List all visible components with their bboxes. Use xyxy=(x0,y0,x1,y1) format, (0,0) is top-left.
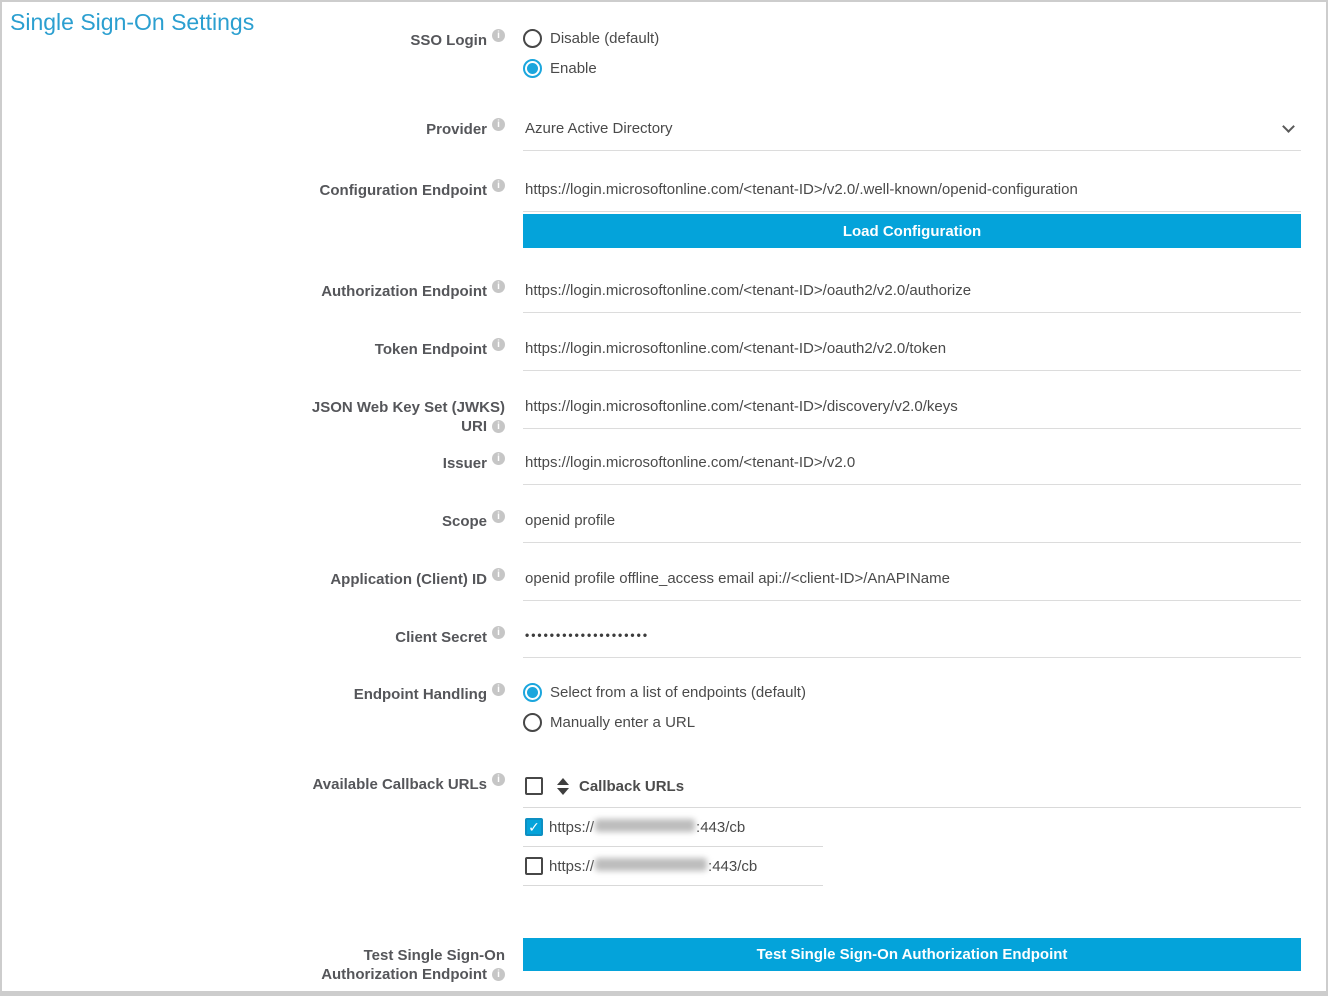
radio-icon[interactable] xyxy=(523,59,542,78)
authorization-endpoint-label-wrap xyxy=(2,280,505,301)
row-token-endpoint xyxy=(2,338,1326,371)
callback-url-text: https:// :443/cb xyxy=(549,857,758,875)
info-icon[interactable] xyxy=(492,968,505,981)
token-endpoint-label-wrap xyxy=(2,338,505,359)
callback-url-row[interactable] xyxy=(523,847,823,886)
row-endpoint-handling xyxy=(2,683,1326,743)
sso-login-option-enable[interactable] xyxy=(523,59,1301,78)
info-icon[interactable] xyxy=(492,626,505,639)
sso-login-label: SSO Login xyxy=(410,32,487,49)
row-provider xyxy=(2,118,1326,151)
row-sso-login xyxy=(2,29,1326,89)
page-title: Single Sign-On Settings xyxy=(10,9,255,35)
select-all-checkbox[interactable] xyxy=(525,777,543,795)
provider-label-wrap xyxy=(2,118,505,139)
row-configuration-endpoint xyxy=(2,179,1326,248)
test-sso-label-wrap xyxy=(2,938,505,984)
redacted-ip xyxy=(595,819,695,832)
application-client-id-label-wrap xyxy=(2,568,505,589)
callback-url-text: https:// :443/cb xyxy=(549,818,746,836)
jwks-uri-label-line1: JSON Web Key Set (JWKS) xyxy=(311,399,505,416)
row-application-client-id xyxy=(2,568,1326,601)
configuration-endpoint-label: Configuration Endpoint xyxy=(319,182,487,199)
callback-urls-table xyxy=(523,773,1301,886)
info-icon[interactable] xyxy=(492,420,505,433)
radio-icon[interactable] xyxy=(523,683,542,702)
endpoint-handling-option-manual[interactable] xyxy=(523,713,1301,732)
scope-input[interactable] xyxy=(523,510,1301,543)
endpoint-handling-label: Endpoint Handling xyxy=(353,686,487,703)
callback-urls-column-header: Callback URLs xyxy=(579,777,685,795)
redacted-ip xyxy=(595,858,707,871)
authorization-endpoint-label: Authorization Endpoint xyxy=(321,283,487,300)
test-sso-label-line2: Authorization Endpoint xyxy=(321,966,487,983)
info-icon[interactable] xyxy=(492,568,505,581)
authorization-endpoint-input[interactable] xyxy=(523,280,1301,313)
row-issuer xyxy=(2,452,1326,485)
row-scope xyxy=(2,510,1326,543)
load-configuration-button[interactable]: Load Configuration xyxy=(523,214,1301,248)
endpoint-handling-option-list[interactable] xyxy=(523,683,1301,702)
callback-url-row[interactable] xyxy=(523,808,823,847)
info-icon[interactable] xyxy=(492,118,505,131)
application-client-id-label: Application (Client) ID xyxy=(330,571,487,588)
sso-login-option-disable-label: Disable (default) xyxy=(550,30,660,47)
sso-settings-form xyxy=(2,2,1326,984)
token-endpoint-label: Token Endpoint xyxy=(374,341,487,358)
jwks-uri-input[interactable] xyxy=(523,396,1301,429)
jwks-uri-label-wrap xyxy=(2,396,505,436)
info-icon[interactable] xyxy=(492,179,505,192)
client-secret-input[interactable] xyxy=(523,626,1301,658)
test-sso-label-line1: Test Single Sign-On xyxy=(363,947,505,964)
issuer-label-wrap xyxy=(2,452,505,473)
test-sso-button[interactable]: Test Single Sign-On Authorization Endpoint xyxy=(523,938,1301,971)
issuer-input[interactable] xyxy=(523,452,1301,485)
configuration-endpoint-label-wrap xyxy=(2,179,505,200)
info-icon[interactable] xyxy=(492,280,505,293)
row-authorization-endpoint xyxy=(2,280,1326,313)
endpoint-handling-option-list-label: Select from a list of endpoints (default) xyxy=(550,684,806,701)
info-icon[interactable] xyxy=(492,773,505,786)
sort-updown-icon[interactable] xyxy=(557,778,569,795)
test-sso-label xyxy=(321,946,505,984)
application-client-id-input[interactable] xyxy=(523,568,1301,601)
info-icon[interactable] xyxy=(492,29,505,42)
scope-label: Scope xyxy=(441,513,487,530)
token-endpoint-input[interactable] xyxy=(523,338,1301,371)
row-available-callback-urls xyxy=(2,773,1326,886)
radio-icon[interactable] xyxy=(523,713,542,732)
row-test-sso xyxy=(2,938,1326,984)
available-callback-urls-label: Available Callback URLs xyxy=(312,776,487,793)
radio-icon[interactable] xyxy=(523,29,542,48)
info-icon[interactable] xyxy=(492,683,505,696)
available-callback-urls-label-wrap xyxy=(2,773,505,794)
configuration-endpoint-input[interactable] xyxy=(523,179,1301,212)
issuer-label: Issuer xyxy=(442,455,487,472)
callback-url-checkbox[interactable] xyxy=(525,818,543,836)
client-secret-label: Client Secret xyxy=(395,629,487,646)
jwks-uri-label xyxy=(312,398,505,436)
sso-login-option-enable-label: Enable xyxy=(550,60,597,77)
provider-label: Provider xyxy=(426,121,487,138)
client-secret-label-wrap xyxy=(2,626,505,647)
chevron-down-icon xyxy=(1282,120,1295,133)
provider-select[interactable] xyxy=(523,118,1301,151)
endpoint-handling-label-wrap xyxy=(2,683,505,704)
endpoint-handling-option-manual-label: Manually enter a URL xyxy=(550,714,696,731)
info-icon[interactable] xyxy=(492,452,505,465)
info-icon[interactable] xyxy=(492,510,505,523)
info-icon[interactable] xyxy=(492,338,505,351)
jwks-uri-label-line2: URI xyxy=(461,418,487,435)
callback-url-checkbox[interactable] xyxy=(525,857,543,875)
callback-urls-header-row xyxy=(523,773,1301,808)
row-jwks-uri xyxy=(2,396,1326,436)
row-client-secret xyxy=(2,626,1326,658)
provider-selected-value: Azure Active Directory xyxy=(525,120,673,137)
sso-login-option-disable[interactable] xyxy=(523,29,1301,48)
scope-label-wrap xyxy=(2,510,505,531)
